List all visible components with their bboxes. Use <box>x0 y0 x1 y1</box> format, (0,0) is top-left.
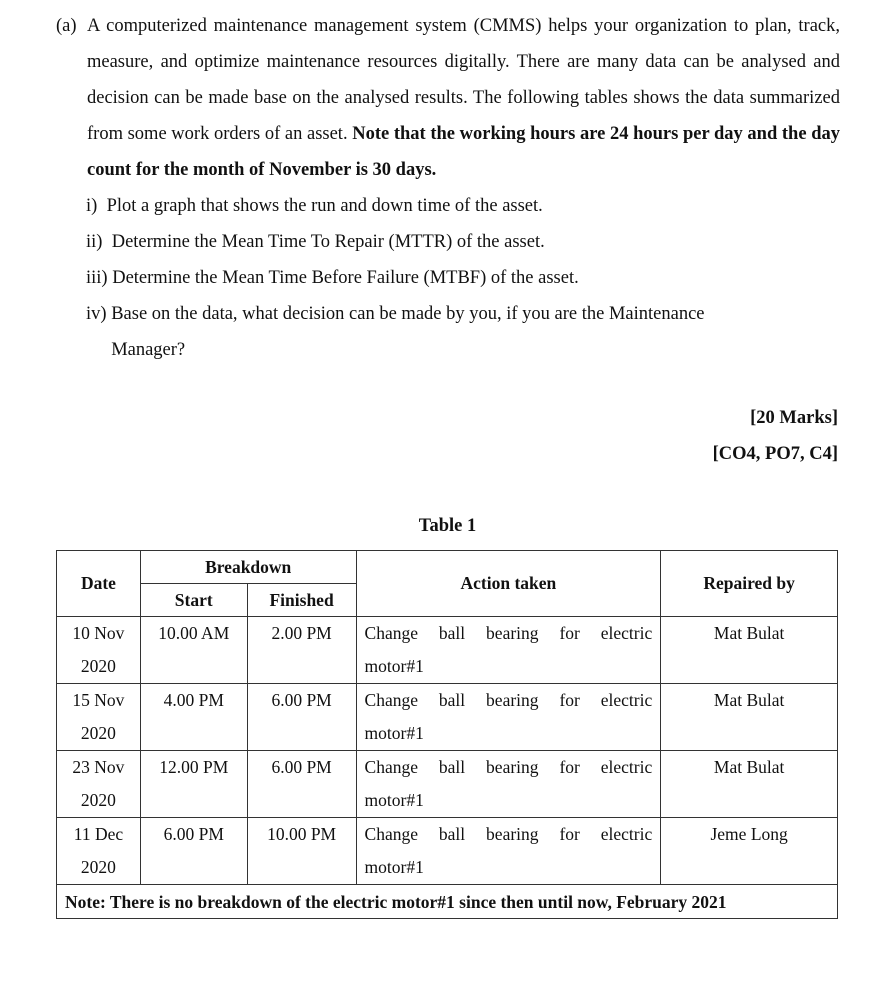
date-year: 2020 <box>80 857 116 877</box>
repaired-by-cell: Jeme Long <box>661 818 838 885</box>
action-word: Change <box>364 757 418 777</box>
breakdown-header: Breakdown <box>140 551 356 584</box>
action-word: electric <box>600 757 653 777</box>
marks-label: [20 Marks] <box>750 408 838 428</box>
note-row <box>57 885 838 919</box>
date-year: 2020 <box>80 790 116 810</box>
table-row <box>57 818 838 885</box>
date-day: 23 Nov <box>72 757 125 777</box>
action-word: ball <box>438 757 466 777</box>
action-word: ball <box>438 623 466 643</box>
table-note: Note: There is no breakdown of the electric motor#1 since then until now, February 2021 <box>57 885 838 919</box>
date-cell <box>57 617 141 684</box>
action-word: bearing <box>486 824 539 844</box>
start-header: Start <box>140 584 247 617</box>
repaired-by-cell: Mat Bulat <box>661 617 838 684</box>
date-cell <box>57 684 141 751</box>
action-cell <box>356 684 661 751</box>
subquestion-iv <box>86 296 840 368</box>
table-header-row <box>57 551 838 584</box>
action-word: Change <box>364 824 418 844</box>
question-intro <box>87 8 840 188</box>
subquestion-iii <box>86 260 840 296</box>
action-word: for <box>559 824 580 844</box>
finished-cell: 6.00 PM <box>247 751 356 818</box>
table-caption: Table 1 <box>418 516 477 536</box>
action-header: Action taken <box>356 551 661 617</box>
action-word: electric <box>600 824 653 844</box>
subquestion-text: Determine the Mean Time To Repair (MTTR) of the asset. <box>111 232 545 252</box>
repaired-by-cell: Mat Bulat <box>661 751 838 818</box>
action-word: for <box>559 690 580 710</box>
start-cell: 4.00 PM <box>140 684 247 751</box>
table-row <box>57 751 838 818</box>
action-line-1 <box>365 818 653 851</box>
subquestion-text: Base on the data, what decision can be made by you, if you are the Maintenance Manager? <box>111 304 705 360</box>
subquestion-number: ii) <box>86 232 103 252</box>
repaired-by-cell: Mat Bulat <box>661 684 838 751</box>
question-block <box>56 8 840 368</box>
start-cell: 10.00 AM <box>140 617 247 684</box>
date-cell <box>57 818 141 885</box>
action-word: electric <box>600 690 653 710</box>
working-hours-note: Note that the working hours are 24 hours per day and the day count for the month of November is 30 days. <box>87 124 840 180</box>
question-label: (a) <box>56 16 77 36</box>
action-word: Change <box>364 690 418 710</box>
date-year: 2020 <box>80 723 116 743</box>
finished-cell: 2.00 PM <box>247 617 356 684</box>
action-line-2: motor#1 <box>364 790 424 810</box>
action-word: for <box>559 757 580 777</box>
action-word: ball <box>438 824 466 844</box>
action-line-2: motor#1 <box>364 656 424 676</box>
action-word: bearing <box>486 690 539 710</box>
date-day: 15 Nov <box>72 690 125 710</box>
action-line-1 <box>365 751 653 784</box>
date-day: 10 Nov <box>72 623 125 643</box>
action-cell <box>356 617 661 684</box>
action-word: for <box>559 623 580 643</box>
action-word: bearing <box>486 623 539 643</box>
start-cell: 6.00 PM <box>140 818 247 885</box>
date-day: 11 Dec <box>73 824 124 844</box>
action-line-1 <box>365 617 653 650</box>
action-line-2: motor#1 <box>364 723 424 743</box>
question-header <box>56 8 840 188</box>
table-row <box>57 617 838 684</box>
subquestion-ii <box>86 224 840 260</box>
action-cell <box>356 818 661 885</box>
breakdown-table <box>56 550 838 919</box>
repaired-by-header: Repaired by <box>661 551 838 617</box>
action-line-1 <box>365 684 653 717</box>
intro-text: A computerized maintenance management system (CMMS) helps your organization to plan, track, measure, and optimize maintenance resources digitally. There are many data can be analysed and decision can be made base on the analysed results. The following tables shows the data summarized from some work orders of an asset. <box>87 16 840 144</box>
finished-header: Finished <box>247 584 356 617</box>
action-cell <box>356 751 661 818</box>
action-word: bearing <box>486 757 539 777</box>
subquestion-number: iv) <box>86 304 107 324</box>
start-cell: 12.00 PM <box>140 751 247 818</box>
course-outcomes-label: [CO4, PO7, C4] <box>712 444 838 464</box>
subquestion-text: Determine the Mean Time Before Failure (MTBF) of the asset. <box>112 268 579 288</box>
date-header: Date <box>57 551 141 617</box>
finished-cell: 10.00 PM <box>247 818 356 885</box>
subquestion-number: i) <box>86 196 98 216</box>
action-word: electric <box>600 623 653 643</box>
finished-cell: 6.00 PM <box>247 684 356 751</box>
action-line-2: motor#1 <box>364 857 424 877</box>
date-cell <box>57 751 141 818</box>
subquestion-text: Plot a graph that shows the run and down time of the asset. <box>106 196 543 216</box>
subquestion-number: iii) <box>86 268 108 288</box>
date-year: 2020 <box>80 656 116 676</box>
action-word: ball <box>438 690 466 710</box>
action-word: Change <box>364 623 418 643</box>
subquestion-list <box>86 188 840 368</box>
table-row <box>57 684 838 751</box>
subquestion-i <box>86 188 840 224</box>
